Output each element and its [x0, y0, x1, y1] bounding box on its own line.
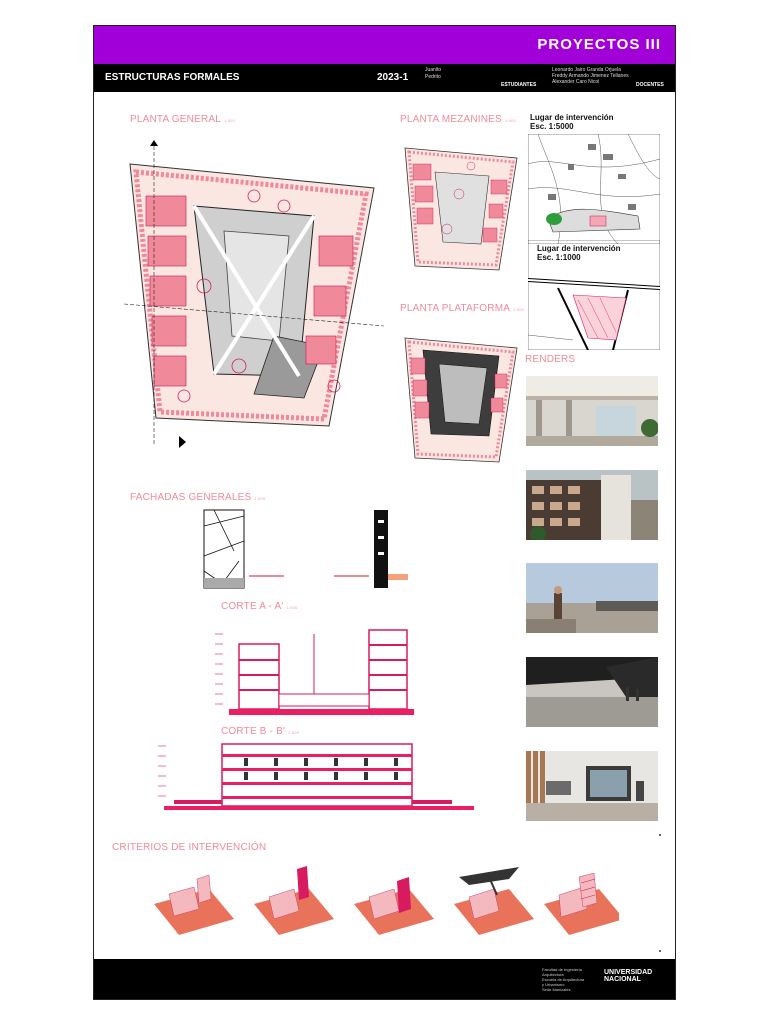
fachadas-drawing: [194, 506, 424, 591]
criterios-title: CRITERIOS DE INTERVENCIÓN: [112, 842, 267, 853]
render-5-image: [526, 751, 658, 821]
students-label: ESTUDIANTES: [501, 82, 537, 88]
location-map-title: Lugar de intervención Esc. 1:5000: [530, 113, 614, 131]
mark-dot: [659, 950, 661, 952]
criterios-drawing: [149, 859, 619, 939]
header-band: [94, 26, 675, 64]
location-detail-title: Lugar de intervención Esc. 1:1000: [537, 244, 621, 262]
location-map-2-drawing: [528, 240, 660, 350]
faculty-text: Facultad de Ingeniería Arquitectura Escuela de Arquitectura y Urbanismo Sede Manizales: [542, 967, 585, 992]
footer-band: [94, 959, 675, 999]
planta-mezanines-drawing: [399, 134, 521, 274]
university-logo: UNIVERSIDAD NACIONAL: [604, 969, 653, 983]
subheader-band: [94, 64, 675, 92]
corte-b-title: CORTE B - B' 1:500: [221, 726, 300, 737]
planta-general-title: PLANTA GENERAL 1:500: [130, 114, 235, 125]
poster-sheet: [93, 25, 676, 1000]
location-map-1-drawing: [528, 134, 660, 244]
teachers-label: DOCENTES: [636, 82, 664, 88]
planta-mezanines-title: PLANTA MEZANINES 1:500: [400, 114, 516, 125]
renders-title: RENDERS: [525, 354, 576, 365]
mark-dot: [659, 834, 661, 836]
render-2-image: [526, 470, 658, 540]
fachadas-title: FACHADAS GENERALES 1:500: [130, 492, 266, 503]
planta-general-drawing: [124, 136, 384, 456]
corte-a-drawing: [209, 624, 419, 719]
corte-a-title: CORTE A - A' 1:500: [221, 601, 298, 612]
planta-plataforma-drawing: [399, 324, 521, 466]
corte-b-drawing: [154, 738, 484, 813]
course-year: 2023-1: [377, 72, 409, 83]
poster-title: PROYECTOS III: [537, 36, 661, 53]
student-names: Leonardo Jairo Granda Orjuela Freddy Armando Jimenez Tellanes Alexander Caro Nicoi: [552, 67, 629, 85]
render-1-image: [526, 376, 658, 446]
render-4-image: [526, 657, 658, 727]
planta-plataforma-title: PLANTA PLATAFORMA 1:500: [400, 303, 525, 314]
render-3-image: [526, 563, 658, 633]
course-name: ESTRUCTURAS FORMALES: [105, 72, 240, 83]
group-names: Juanito Pedrito: [425, 67, 442, 80]
render-1-caption: [526, 370, 527, 375]
